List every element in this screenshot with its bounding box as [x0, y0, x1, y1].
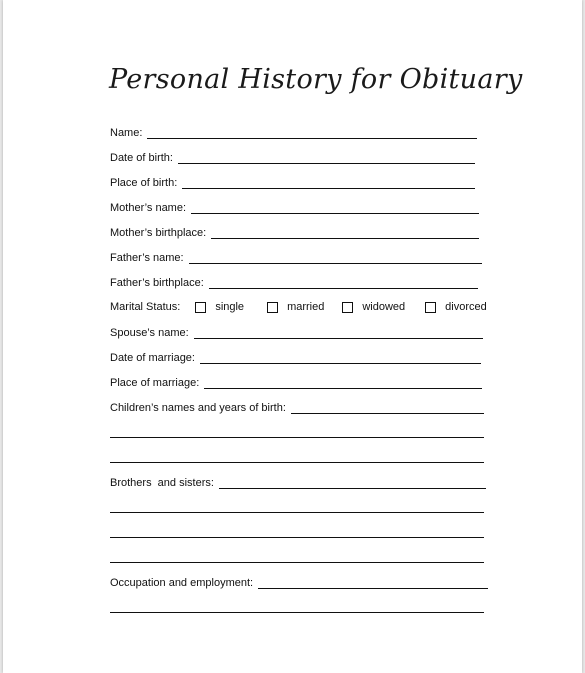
spouses-name-field [110, 324, 483, 342]
fathers-birthplace-field [110, 274, 478, 292]
children-label: Children’s names and years of birth: [110, 402, 286, 414]
place-of-birth-label: Place of birth: [110, 177, 178, 189]
single-checkbox[interactable] [195, 302, 206, 313]
spouses-name-label: Spouse’s name: [110, 327, 189, 339]
widowed-option-label: widowed [362, 301, 406, 313]
date-of-marriage-field [110, 349, 481, 367]
siblings-extra-line-3[interactable] [110, 562, 484, 563]
fathers-birthplace-label: Father’s birthplace: [110, 277, 204, 289]
place-of-marriage-input-line[interactable] [204, 388, 482, 389]
name-label: Name: [110, 127, 143, 139]
fathers-birthplace-input-line[interactable] [209, 288, 478, 289]
mothers-birthplace-label: Mother’s birthplace: [110, 227, 207, 239]
single-option-label: single [215, 301, 245, 313]
siblings-extra-line-2[interactable] [110, 537, 484, 538]
name-input-line[interactable] [147, 138, 477, 139]
place-of-birth-field [110, 174, 475, 192]
siblings-input-line[interactable] [219, 488, 486, 489]
fathers-name-field [110, 249, 482, 267]
children-extra-line-2[interactable] [110, 462, 484, 463]
siblings-field [110, 474, 486, 492]
marital-status-label: Marital Status: [110, 301, 181, 313]
fathers-name-label: Father’s name: [110, 252, 184, 264]
married-checkbox[interactable] [267, 302, 278, 313]
divorced-option-label: divorced [445, 301, 487, 313]
occupation-field [110, 574, 488, 592]
mothers-birthplace-field [110, 224, 479, 242]
children-input-line[interactable] [291, 413, 484, 414]
spouses-name-input-line[interactable] [194, 338, 483, 339]
date-of-marriage-input-line[interactable] [200, 363, 481, 364]
date-of-birth-field [110, 149, 475, 167]
occupation-label: Occupation and employment: [110, 577, 254, 589]
divorced-checkbox[interactable] [425, 302, 436, 313]
children-field [110, 399, 484, 417]
place-of-marriage-field [110, 374, 482, 392]
occupation-extra-line-1[interactable] [110, 612, 484, 613]
date-of-birth-input-line[interactable] [178, 163, 475, 164]
date-of-marriage-label: Date of marriage: [110, 352, 195, 364]
occupation-input-line[interactable] [258, 588, 488, 589]
place-of-marriage-label: Place of marriage: [110, 377, 200, 389]
mothers-name-field [110, 199, 479, 217]
mothers-birthplace-input-line[interactable] [211, 238, 479, 239]
page-title: Personal History for Obituary [109, 64, 523, 95]
name-field [110, 124, 477, 142]
fathers-name-input-line[interactable] [189, 263, 482, 264]
mothers-name-label: Mother’s name: [110, 202, 187, 214]
place-of-birth-input-line[interactable] [182, 188, 475, 189]
date-of-birth-label: Date of birth: [110, 152, 173, 164]
siblings-extra-line-1[interactable] [110, 512, 484, 513]
marital-status-field [110, 301, 487, 313]
children-extra-line-1[interactable] [110, 437, 484, 438]
mothers-name-input-line[interactable] [191, 213, 479, 214]
married-option-label: married [287, 301, 325, 313]
form-page [3, 0, 582, 673]
widowed-checkbox[interactable] [342, 302, 353, 313]
siblings-label: Brothers and sisters: [110, 477, 214, 489]
